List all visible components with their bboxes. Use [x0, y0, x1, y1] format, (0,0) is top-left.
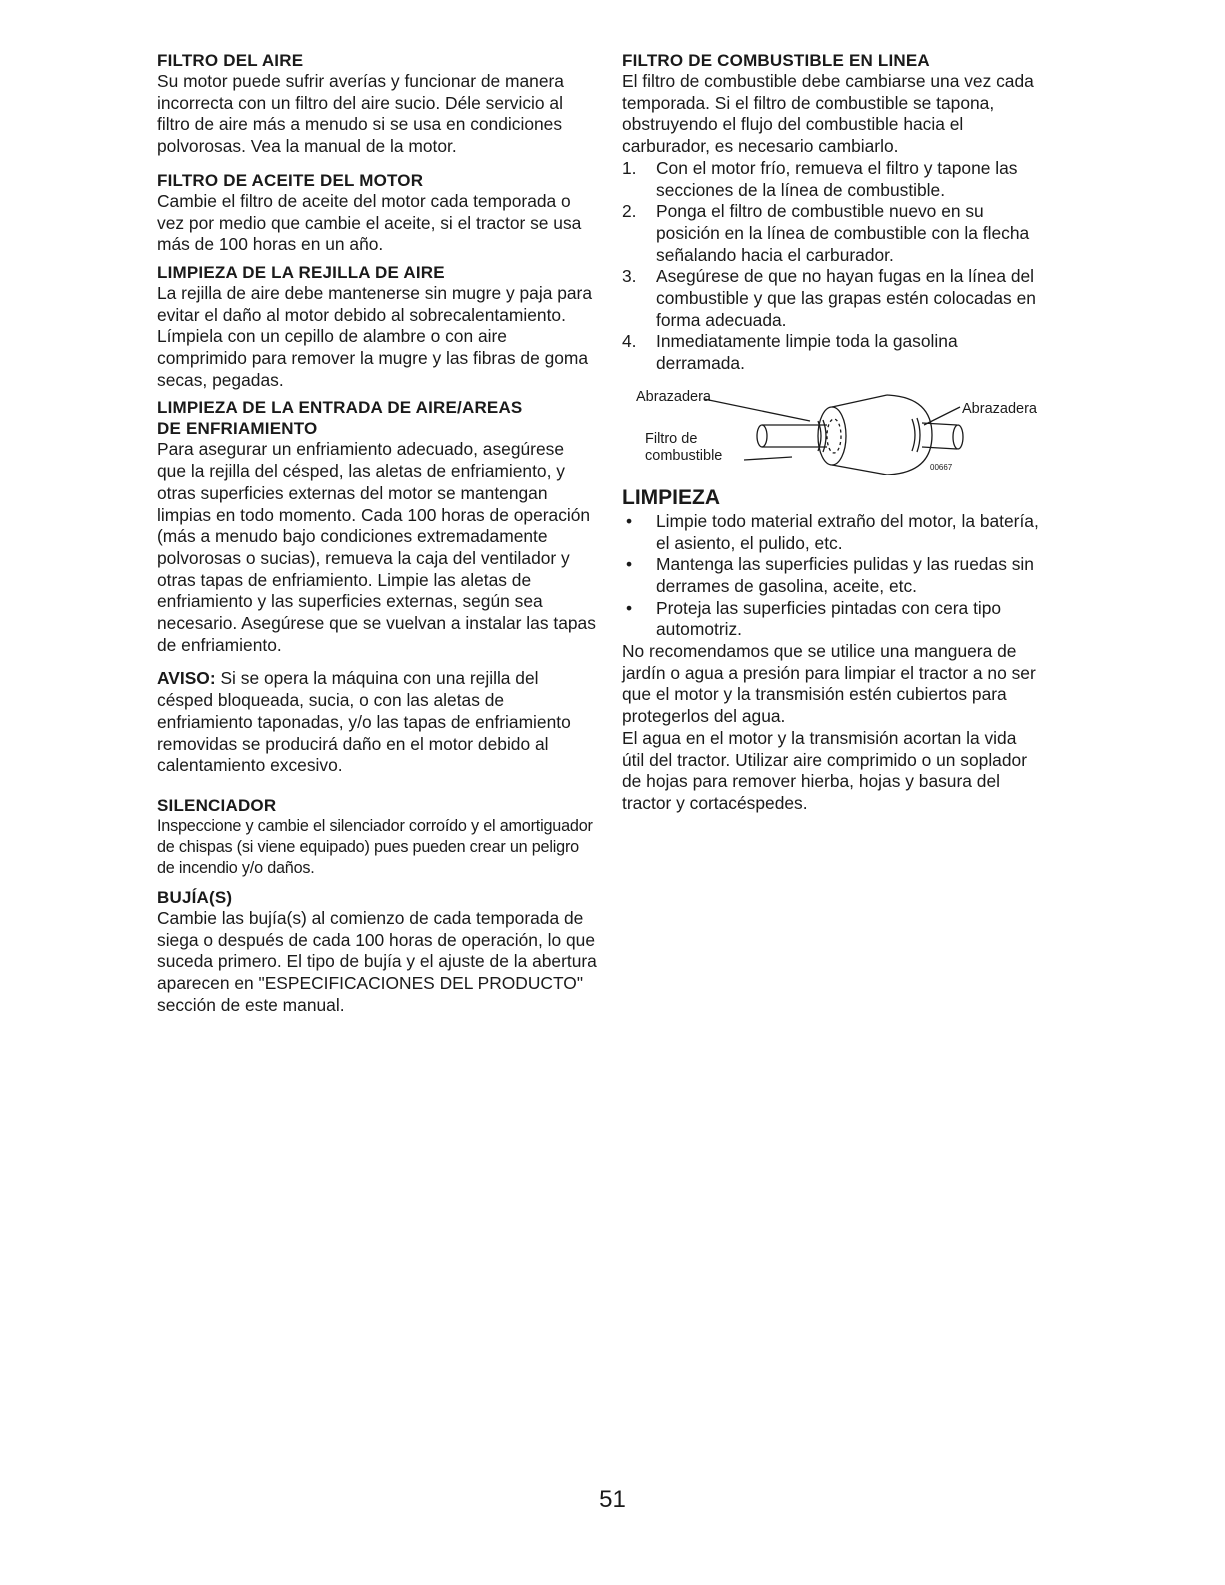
heading-rejilla-aire: LIMPIEZA DE LA REJILLA DE AIRE	[157, 262, 445, 282]
section-rejilla-aire	[157, 262, 597, 392]
heading-bujias: BUJÍA(S)	[157, 887, 233, 907]
text-limpieza-para1: No recomendamos que se utilice una manguera de jardín o agua a presión para limpiar el tractor a no ser que el motor y la transmisión estén cubiertos para protegerlos del agua.	[622, 641, 1036, 727]
label-filtro-line1: Filtro de	[645, 430, 698, 447]
step-item	[622, 331, 1042, 374]
aviso-label: AVISO:	[157, 668, 216, 689]
heading-entrada-aire-line1: LIMPIEZA DE LA ENTRADA DE AIRE/AREAS	[157, 398, 523, 418]
bullet-item	[622, 511, 1042, 554]
bullet-item	[622, 598, 1042, 641]
step-number: 2.	[622, 201, 637, 222]
text-filtro-aire: Su motor puede sufrir averías y funcionar de manera incorrecta con un filtro del aire sucio. Déle servicio al filtro de aire más a menudo si se usa en condiciones polvorosas. Vea la manual de la motor.	[157, 71, 564, 157]
section-filtro-aceite	[157, 170, 597, 256]
aviso-body: Si se opera la máquina con una rejilla del césped bloqueada, sucia, o con las aletas de enfriamiento taponadas, y/o las tapas de enfriamiento removidas se producirá daño en el motor debido al calentamiento excesivo.	[157, 668, 571, 776]
section-bujias	[157, 887, 597, 1017]
section-filtro-combustible	[622, 50, 1042, 375]
label-filtro-line2: combustible	[645, 447, 723, 464]
section-aviso	[157, 668, 597, 777]
text-filtro-aceite: Cambie el filtro de aceite del motor cada temporada o vez por medio que cambie el aceite, si el tractor se usa más de 100 horas en un año.	[157, 190, 582, 255]
text-bujias: Cambie las bujía(s) al comienzo de cada temporada de siega o después de cada 100 horas de operación, lo que suceda primero. El tipo de bujía y el ajuste de la abertura aparecen en "ESPECIFICACIONES DEL PRODUCTO" sección de este manual.	[157, 907, 597, 1015]
page-number: 51	[599, 1486, 626, 1513]
text-entrada-aire: Para asegurar un enfriamiento adecuado, asegúrese que la rejilla del césped, las aletas de enfriamiento, y otras superficies externas del motor se mantengan limpias en todo momento. Cada 100 horas de operación (más a menudo bajo condiciones extremadamente polvorosas o sucias), remueva la caja del ventilador y otras tapas de enfriamiento. Limpie las aletas de enfriamiento y las superficies externas, según sea necesario. Asegúrese que se vuelvan a instalar las tapas de enfriamiento.	[157, 439, 596, 655]
step-text: Inmediatamente limpie toda la gasolina derramada.	[656, 331, 958, 374]
section-silenciador	[157, 795, 597, 879]
text-limpieza-para2: El agua en el motor y la transmisión acortan la vida útil del tractor. Utilizar aire comprimido o un soplador de hojas para remover hierba, hojas y basura del tractor y cortacéspedes.	[622, 727, 1027, 813]
label-abrazadera-right: Abrazadera	[962, 400, 1037, 417]
heading-filtro-aire: FILTRO DEL AIRE	[157, 51, 304, 70]
text-rejilla-aire: La rejilla de aire debe mantenerse sin mugre y paja para evitar el daño al motor debido al sobrecalentamiento. Límpiela con un cepillo de alambre o con aire comprimido para remover la mugre y las fibras de goma secas, pegadas.	[157, 282, 593, 390]
text-filtro-combustible: El filtro de combustible debe cambiarse una vez cada temporada. Si el filtro de combustible se tapona, obstruyendo el flujo del combustible hacia el carburador, es necesario cambiarlo.	[622, 71, 1034, 157]
bullet-text: Limpie todo material extraño del motor, la batería, el asiento, el pulido, etc.	[656, 510, 1039, 553]
heading-filtro-aceite: FILTRO DE ACEITE DEL MOTOR	[157, 170, 424, 190]
bullet-icon: •	[626, 554, 633, 575]
step-number: 1.	[622, 157, 637, 178]
section-limpieza	[622, 485, 1042, 815]
label-abrazadera-left: Abrazadera	[636, 388, 711, 405]
limpieza-bullets	[622, 511, 1042, 641]
bullet-text: Proteja las superficies pintadas con cera tipo automotriz.	[656, 597, 1002, 640]
step-text: Ponga el filtro de combustible nuevo en su posición en la línea de combustible con la flecha señalando hacia el carburador.	[656, 201, 1030, 265]
heading-silenciador: SILENCIADOR	[157, 795, 277, 815]
bullet-item	[622, 554, 1042, 597]
right-column	[622, 50, 1042, 815]
step-text: Con el motor frío, remueva el filtro y tapone las secciones de la línea de combustible.	[656, 157, 1018, 200]
bullet-icon: •	[626, 510, 633, 531]
steps-list	[622, 158, 1042, 375]
step-item	[622, 266, 1042, 331]
heading-filtro-combustible: FILTRO DE COMBUSTIBLE EN LINEA	[622, 51, 930, 70]
section-entrada-aire	[157, 397, 597, 656]
step-text: Asegúrese de que no hayan fugas en la línea del combustible y que las grapas estén colocadas en forma adecuada.	[656, 266, 1036, 330]
heading-limpieza: LIMPIEZA	[622, 485, 720, 509]
bullet-text: Mantenga las superficies pulidas y las ruedas sin derrames de gasolina, aceite, etc.	[656, 554, 1034, 596]
step-item	[622, 158, 1042, 201]
section-filtro-aire	[157, 50, 597, 158]
figure-code: 00667	[930, 462, 953, 472]
bullet-icon: •	[626, 597, 633, 618]
fuel-filter-figure	[622, 385, 1042, 475]
text-aviso	[157, 668, 597, 777]
step-number: 3.	[622, 266, 637, 287]
step-item	[622, 201, 1042, 266]
step-number: 4.	[622, 331, 637, 352]
text-silenciador: Inspeccione y cambie el silenciador corroído y el amortiguador de chispas (si viene equipado) pues pueden crear un peligro de incendio y/o daños.	[157, 816, 593, 877]
left-column	[157, 50, 597, 1031]
heading-entrada-aire-line2: DE ENFRIAMIENTO	[157, 419, 318, 439]
